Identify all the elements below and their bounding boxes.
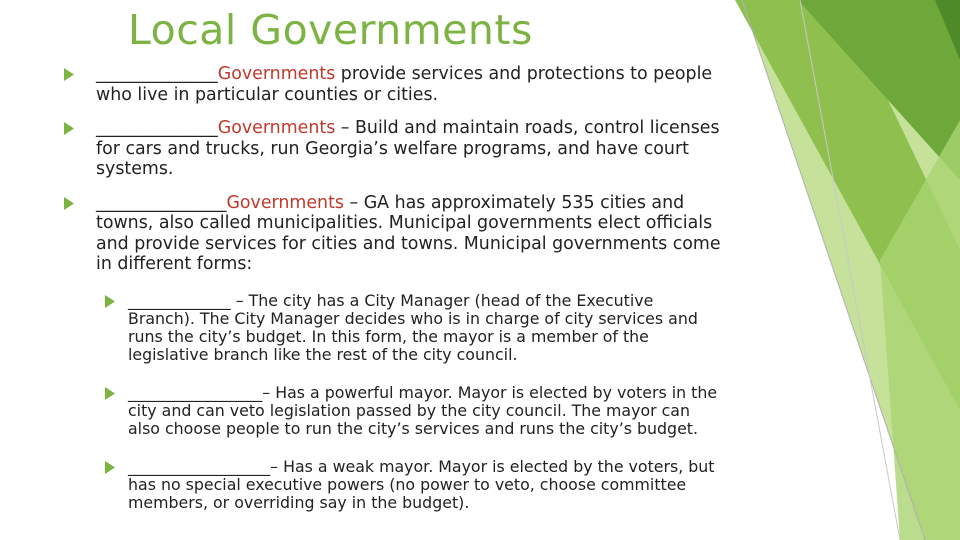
triangle-bullet-icon [64,197,74,210]
sub-bullet-item [64,292,724,365]
fill-in-blank: _______________ [96,192,227,213]
triangle-bullet-icon [105,295,115,308]
bullet-term: Governments [217,118,336,138]
sub-bullet-text: – Has a weak mayor. Mayor is elected by the voters, but has no special executive powers (no power to veto, choose committee members, or overriding say in the budget). [128,456,715,513]
fill-in-blank: __________________ [128,456,271,476]
triangle-bullet-icon [64,68,74,81]
bullet-term: Governments [226,192,344,213]
bullet-text: – Build and maintain roads, control licenses for cars and trucks, run Georgia’s welfare programs, and have court systems. [96,118,720,179]
sub-bullet-text: – Has a powerful mayor. Mayor is elected by voters in the city and can veto legislation passed by the city council. The mayor can also choose people to run the city’s services and runs the city’s budget. [128,382,718,439]
triangle-bullet-icon [105,461,115,474]
bullet-term: Governments [217,64,336,84]
sub-bullet-item [64,384,724,439]
sub-bullet-text: – The city has a City Manager (head of the Executive Branch). The City Manager decides who is in charge of city services and runs the city’s budget. In this form, the mayor is a member of the legislative branch like the rest of the city council. [128,290,698,365]
slide-title: Local Governments [128,6,533,54]
sub-bullet-item [64,458,724,513]
fill-in-blank: ______________ [96,64,218,84]
fill-in-blank: _____________ [128,290,231,310]
fill-in-blank: _________________ [128,382,263,402]
triangle-bullet-icon [105,387,115,400]
bullet-item [64,193,724,275]
bullet-text: – GA has approximately 535 cities and towns, also called municipalities. Municipal governments elect officials and provide services for cities and towns. Municipal governments come in different forms: [96,192,721,274]
bullet-text: provide services and protections to people who live in particular counties or cities. [96,64,713,105]
triangle-bullet-icon [64,122,74,135]
fill-in-blank: ______________ [96,118,218,138]
content-list [64,64,724,531]
bullet-item [64,118,724,180]
bullet-item [64,64,724,105]
